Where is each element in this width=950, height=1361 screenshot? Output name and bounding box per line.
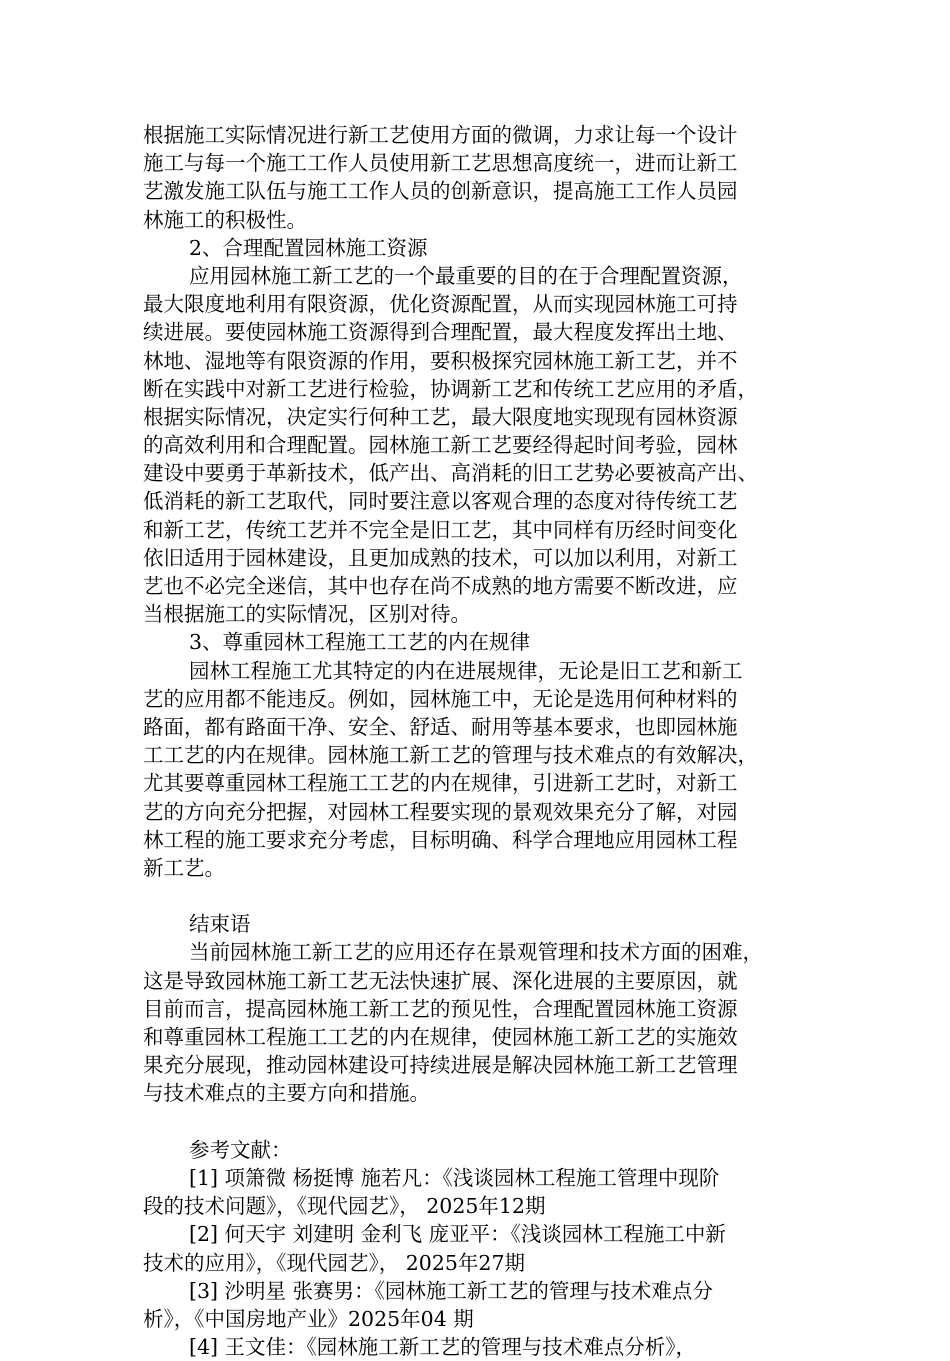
- text-line: 依旧适用于园林建设，且更加成熟的技术，可以加以利用，对新工: [143, 545, 738, 570]
- text-line: 和尊重园林工程施工工艺的内在规律，使园林施工新工艺的实施效: [143, 1025, 738, 1049]
- text-line: 艺的应用都不能违反。例如，园林施工中，无论是选用何种材料的: [143, 686, 738, 711]
- text-line: 林施工的积极性。: [143, 207, 307, 232]
- text-line: [4] 王文佳：《园林施工新工艺的管理与技术难点分析》，: [189, 1335, 697, 1360]
- text-line: 当根据施工的实际情况，区别对待。: [143, 602, 471, 627]
- text-line: 路面，都有路面干净、安全、舒适、耐用等基本要求，也即园林施: [143, 714, 738, 739]
- conclusion-paragraph: [143, 938, 807, 1107]
- document-page: [143, 121, 807, 1361]
- text-line: 建设中要勇于革新技术，低产出、高消耗的旧工艺势必要被高产出、: [143, 461, 758, 486]
- reference-item: [143, 1333, 807, 1361]
- text-line: [1] 项箫微 杨挺博 施若凡：《浅谈园林工程施工管理中现阶: [189, 1165, 720, 1190]
- text-line: 林工程的施工要求充分考虑，目标明确、科学合理地应用园林工程: [143, 827, 738, 852]
- text-line: 林地、湿地等有限资源的作用，要积极探究园林施工新工艺，并不: [143, 348, 738, 373]
- text-line: 园林工程施工尤其特定的内在进展规律，无论是旧工艺和新工: [189, 658, 743, 683]
- text-line: 最大限度地利用有限资源，优化资源配置，从而实现园林施工可持: [143, 292, 738, 317]
- reference-item: [143, 1164, 807, 1220]
- text-line: 段的技术问题》，《现代园艺》， 2025年12期: [143, 1194, 546, 1219]
- text-line: 这是导致园林施工新工艺无法快速扩展、深化进展的主要原因，就: [143, 968, 738, 993]
- text-line: [3] 沙明星 张赛男：《园林施工新工艺的管理与技术难点分: [189, 1278, 713, 1303]
- text-line: 的高效利用和合理配置。园林施工新工艺要经得起时间考验，园林: [143, 433, 738, 458]
- text-line: 工工艺的内在规律。园林施工新工艺的管理与技术难点的有效解决，: [143, 743, 758, 768]
- text-line: 技术的应用》，《现代园艺》， 2025年27期: [143, 1250, 526, 1275]
- reference-list: [143, 1164, 807, 1361]
- section2-paragraph: [143, 262, 807, 628]
- text-line: 当前园林施工新工艺的应用还存在景观管理和技术方面的困难，: [189, 940, 763, 965]
- section-heading-3: 3、尊重园林工程施工工艺的内在规律: [189, 630, 531, 655]
- text-line: 施工与每一个施工工作人员使用新工艺思想高度统一，进而让新工: [143, 151, 738, 176]
- blank-line: [143, 1108, 807, 1136]
- text-line: 应用园林施工新工艺的一个最重要的目的在于合理配置资源，: [189, 263, 743, 288]
- text-line: 低消耗的新工艺取代，同时要注意以客观合理的态度对待传统工艺: [143, 489, 738, 514]
- text-line: 艺激发施工队伍与施工工作人员的创新意识，提高施工工作人员园: [143, 179, 738, 204]
- text-line: 根据施工实际情况进行新工艺使用方面的微调，力求让每一个设计: [143, 123, 738, 147]
- text-line: [2] 何天宇 刘建明 金利飞 庞亚平：《浅谈园林工程施工中新: [189, 1222, 726, 1247]
- text-line: 艺也不必完全迷信，其中也存在尚不成熟的地方需要不断改进，应: [143, 574, 738, 598]
- text-line: 与技术难点的主要方向和措施。: [143, 1081, 430, 1106]
- blank-line: [143, 882, 807, 910]
- text-line: 新工艺。: [143, 855, 225, 880]
- text-line: 尤其要尊重园林工程施工工艺的内在规律，引进新工艺时，对新工: [143, 771, 738, 796]
- section3-paragraph: [143, 657, 807, 883]
- text-line: 根据实际情况，决定实行何种工艺，最大限度地实现现有园林资源: [143, 404, 738, 429]
- conclusion-heading: 结束语: [189, 912, 251, 937]
- section1-tail: [143, 121, 807, 234]
- reference-item: [143, 1220, 807, 1276]
- text-line: 续进展。要使园林施工资源得到合理配置，最大程度发挥出土地、: [143, 320, 738, 345]
- text-line: 目前而言，提高园林施工新工艺的预见性，合理配置园林施工资源: [143, 996, 738, 1021]
- section-heading-2: 2、合理配置园林施工资源: [189, 235, 428, 260]
- text-line: 和新工艺，传统工艺并不完全是旧工艺，其中同样有历经时间变化: [143, 517, 738, 542]
- references-heading: 参考文献：: [189, 1137, 292, 1162]
- text-line: 析》，《中国房地产业》2025年04 期: [143, 1306, 474, 1331]
- text-line: 艺的方向充分把握，对园林工程要实现的景观效果充分了解，对园: [143, 799, 738, 824]
- text-line: 果充分展现，推动园林建设可持续进展是解决园林施工新工艺管理: [143, 1053, 738, 1078]
- text-line: 断在实践中对新工艺进行检验，协调新工艺和传统工艺应用的矛盾，: [143, 376, 758, 401]
- reference-item: [143, 1277, 807, 1333]
